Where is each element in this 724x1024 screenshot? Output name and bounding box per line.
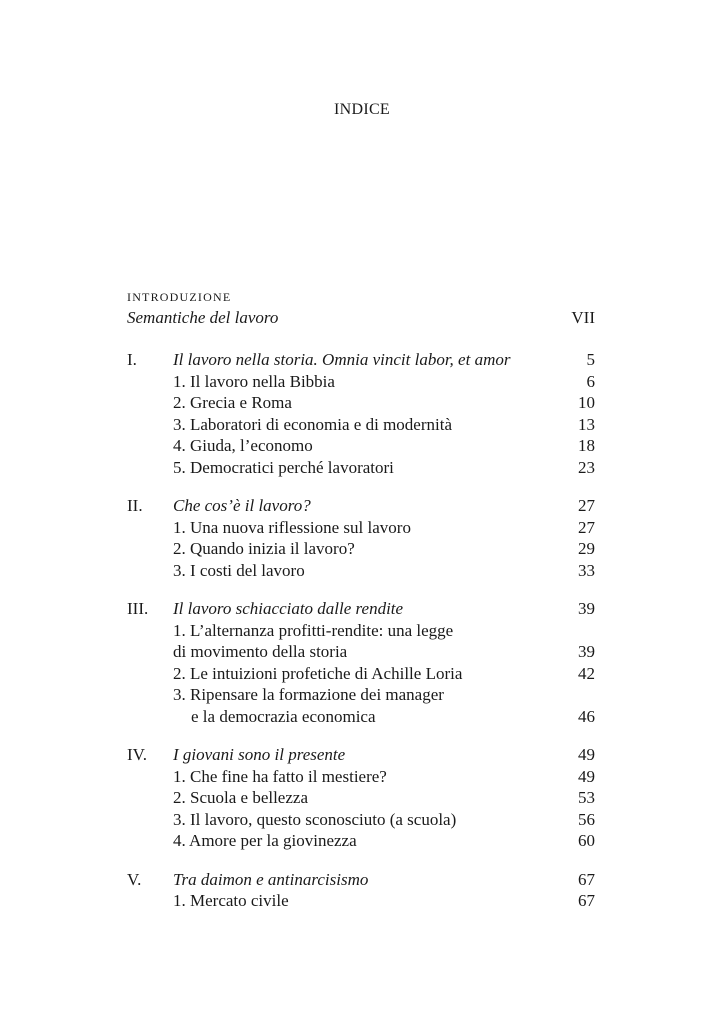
section-page: 13 [578,414,595,434]
chapter-number: II. [127,496,143,515]
section-title: 1. L’alternanza profitti-rendite: una legge [173,620,454,640]
chapter-title-row [127,598,595,620]
section-row [127,517,595,539]
section-row [127,787,595,809]
section-title: 1. Il lavoro nella Bibbia [173,371,335,391]
section-page: 56 [578,809,595,829]
chapter-3 [127,598,595,727]
chapter-2 [127,495,595,581]
section-row [127,414,595,436]
section-title: 1. Una nuova riflessione sul lavoro [173,517,411,537]
section-row [127,809,595,831]
section-page: 60 [578,831,595,850]
chapter-page: 5 [586,350,595,369]
section-page: 10 [578,393,595,412]
chapter-title: I giovani sono il presente [173,745,346,764]
section-row [127,538,595,560]
section-title: 4. Giuda, l’economo [173,436,313,455]
section-page: 29 [578,539,595,558]
section-row [127,560,595,582]
section-title: 1. Che fine ha fatto il mestiere? [173,766,387,786]
section-title: 3. Ripensare la formazione dei manager [173,685,444,704]
section-page: 6 [586,371,595,391]
chapter-title-row [127,349,595,371]
chapter-title-row [127,495,595,517]
chapter-number: III. [127,599,149,618]
table-of-contents [127,288,595,912]
section-title: 5. Democratici perché lavoratori [173,457,394,477]
chapter-title: Tra daimon e antinarcisismo [173,869,369,889]
section-row [127,890,595,912]
chapter-page: 27 [578,496,595,515]
section-title: 4. Amore per la giovinezza [173,831,357,850]
section-page: 53 [578,788,595,807]
section-page: 42 [578,663,595,683]
section-title-continuation: di movimento della storia [173,642,348,661]
chapter-title-row [127,744,595,766]
chapter-number: IV. [127,745,147,764]
section-page: 33 [578,560,595,580]
section-title: 3. Il lavoro, questo sconosciuto (a scuola) [173,809,457,829]
section-continuation-row [127,641,595,663]
chapter-title-row [127,869,595,891]
chapter-page: 39 [578,599,595,618]
introduction-title-row [127,306,595,330]
section-page: 23 [578,457,595,477]
section-page: 67 [578,891,595,910]
chapter-number: V. [127,869,142,889]
section-continuation-row [127,706,595,728]
section-page: 39 [578,642,595,661]
chapter-title: Che cos’è il lavoro? [173,496,311,515]
section-title: 3. Laboratori di economia e di modernità [173,414,452,434]
section-row [127,684,595,706]
section-row [127,663,595,685]
section-page: 46 [578,706,595,726]
chapter-number: I. [127,350,137,369]
section-row [127,457,595,479]
chapter-title: Il lavoro schiacciato dalle rendite [173,599,404,618]
chapter-1 [127,349,595,478]
section-title: 1. Mercato civile [173,891,289,910]
chapter-5 [127,869,595,912]
section-row [127,766,595,788]
introduction-label: INTRODUZIONE [127,290,232,304]
section-row [127,830,595,852]
section-row [127,392,595,414]
chapter-title: Il lavoro nella storia. Omnia vincit labor, et amor [173,350,511,369]
section-row [127,371,595,393]
chapter-page: 49 [578,745,595,764]
chapter-page: 67 [578,869,595,889]
section-title: 2. Quando inizia il lavoro? [173,539,355,558]
page-title: INDICE [333,101,390,118]
section-title: 2. Le intuizioni profetiche di Achille Loria [173,663,463,683]
section-row [127,435,595,457]
chapter-4 [127,744,595,852]
section-page: 18 [578,436,595,455]
section-title-continuation: e la democrazia economica [191,706,376,726]
introduction-page: VII [571,308,595,327]
introduction-title: Semantiche del lavoro [127,308,279,327]
section-row [127,620,595,642]
section-page: 27 [578,517,595,537]
section-title: 2. Grecia e Roma [173,393,292,412]
section-title: 3. I costi del lavoro [173,560,305,580]
introduction-entry [127,288,595,330]
section-title: 2. Scuola e bellezza [173,788,308,807]
section-page: 49 [578,766,595,786]
